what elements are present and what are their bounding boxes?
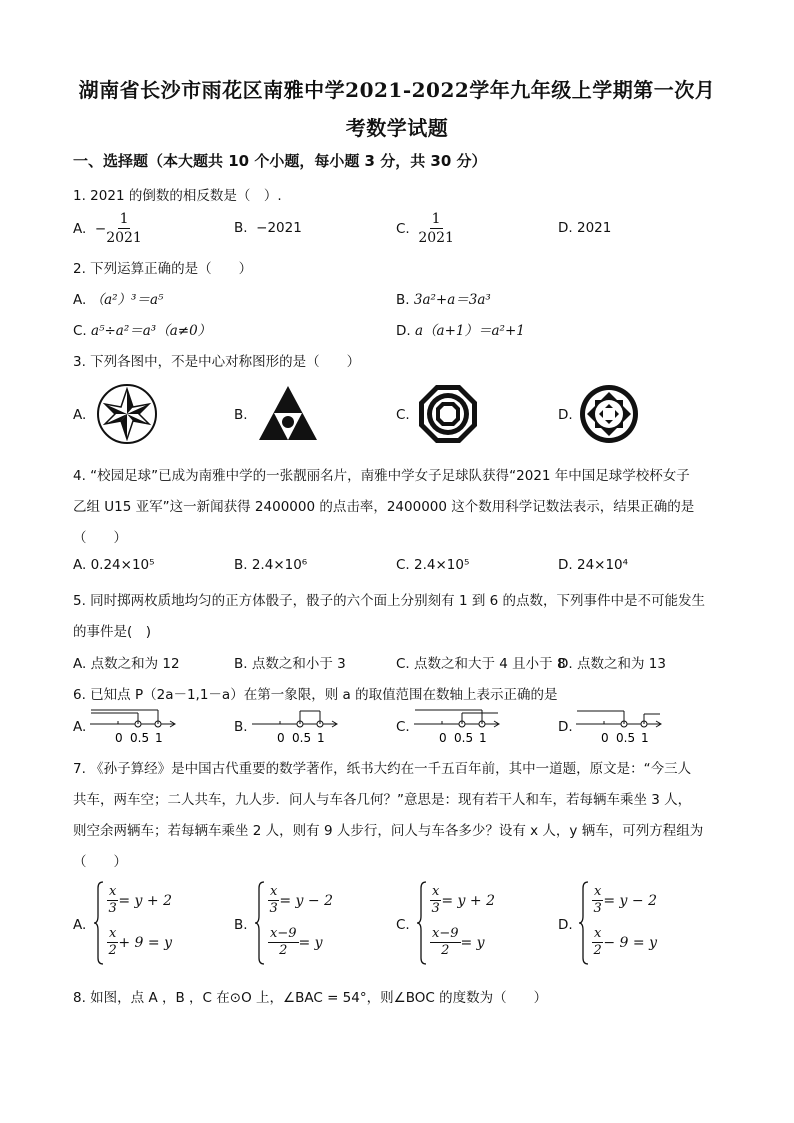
q6-label-d[interactable]: D. [558, 719, 573, 735]
q1-option-c[interactable]: C. $\frac{1}{2021}$ [396, 211, 454, 246]
q3-label-c[interactable]: C. [396, 407, 410, 423]
circle-square-pattern-figure [578, 383, 640, 445]
q6d-tick-1: 1 [641, 731, 649, 745]
q3-label-d[interactable]: D. [558, 407, 573, 423]
q6-label-b[interactable]: B. [234, 719, 248, 735]
q6-number-line-b [250, 706, 342, 746]
q1-stem: 1. 2021 的倒数的相反数是（ ）. [73, 188, 282, 204]
q7-system-a: $\frac{x}{3}$ = y + 2 $\frac{x}{2}$ + 9 = y [93, 880, 203, 966]
q6c-tick-1: 1 [479, 731, 487, 745]
q6-number-line-a [88, 706, 180, 746]
q1-a-fraction: $\frac{1}{2021}$ [106, 211, 142, 246]
q6a-tick-05: 0.5 [130, 731, 150, 745]
q7-label-b[interactable]: B. [234, 917, 248, 933]
q2-stem: 2. 下列运算正确的是（ ） [73, 261, 253, 277]
triforce-triangle-figure [257, 384, 319, 442]
q3-label-a[interactable]: A. [73, 407, 87, 423]
q6b-tick-0: 0 [277, 731, 285, 745]
q2-option-d[interactable]: D. a（a+1）＝a²+1 [396, 323, 525, 339]
q6-number-line-d [574, 706, 666, 746]
q6d-tick-0: 0 [601, 731, 609, 745]
q7-line1: 7. 《孙子算经》是中国古代重要的数学著作，纸书大约在一千五百年前，其中一道题，原文是：“今三人 [73, 761, 692, 777]
q1-c-fraction: $\frac{1}{2021}$ [418, 211, 454, 246]
q5-option-a[interactable]: A. 点数之和为 12 [73, 656, 180, 672]
q1-option-d[interactable]: D. 2021 [558, 220, 612, 236]
q7-label-c[interactable]: C. [396, 917, 410, 933]
q5-option-d[interactable]: D. 点数之和为 13 [558, 656, 666, 672]
q6c-tick-0: 0 [439, 731, 447, 745]
q7-line2: 共车，两车空；二人共车，九人步．问人与车各几何？”意思是：现有若干人和车，若每辆车乘坐 3 人， [73, 792, 692, 808]
concentric-octagon-figure [417, 383, 479, 445]
q7-line4: （ ） [73, 854, 127, 870]
q3-stem: 3. 下列各图中，不是中心对称图形的是（ ） [73, 354, 361, 370]
brace-icon [254, 880, 266, 966]
q2-option-c[interactable]: C. a⁵÷a²＝a³（a≠0） [73, 323, 212, 339]
section-heading: 一、选择题（本大题共 10 个小题，每小题 3 分，共 30 分） [73, 152, 487, 170]
q7-system-b: $\frac{x}{3}$ = y − 2 $\frac{x-9}{2}$ = y [254, 880, 364, 966]
brace-icon [93, 880, 105, 966]
q7-label-d[interactable]: D. [558, 917, 573, 933]
brace-icon [578, 880, 590, 966]
q6b-tick-05: 0.5 [292, 731, 312, 745]
q4-line2: 乙组 U15 亚军”这一新闻获得 2400000 的点击率，2400000 这个数用科学记数法表示，结果正确的是 [73, 499, 695, 515]
q6c-tick-05: 0.5 [454, 731, 474, 745]
brace-icon [416, 880, 428, 966]
q5-option-c[interactable]: C. 点数之和大于 4 且小于 8 [396, 656, 566, 672]
q4-line1: 4. “校园足球”已成为南雅中学的一张靓丽名片，南雅中学女子足球队获得“2021 年中国足球学校杯女子 [73, 468, 690, 484]
q2-option-b[interactable]: B. 3a²+a＝3a³ [396, 292, 491, 308]
q4-option-a[interactable]: A. 0.24×10⁵ [73, 557, 155, 573]
q4-option-d[interactable]: D. 24×10⁴ [558, 557, 629, 573]
q5-line1: 5. 同时掷两枚质地均匀的正方体骰子，骰子的六个面上分别刻有 1 到 6 的点数，下列事件中是不可能发生 [73, 593, 706, 609]
q6a-tick-0: 0 [115, 731, 123, 745]
q8-stem: 8. 如图，点 A ，B ，C 在⊙O 上，∠BAC = 54°，则∠BOC 的度数为（ ） [73, 990, 548, 1006]
exam-title-line2: 考数学试题 [345, 116, 449, 140]
q2-option-a[interactable]: A. （a²）³＝a⁵ [73, 292, 164, 308]
q4-option-c[interactable]: C. 2.4×10⁵ [396, 557, 470, 573]
q6d-tick-05: 0.5 [616, 731, 636, 745]
hexagram-circle-figure [96, 383, 158, 445]
q6a-tick-1: 1 [155, 731, 163, 745]
q7-system-c: $\frac{x}{3}$ = y + 2 $\frac{x-9}{2}$ = y [416, 880, 526, 966]
q7-system-d: $\frac{x}{3}$ = y − 2 $\frac{x}{2}$ − 9 = y [578, 880, 688, 966]
q6b-tick-1: 1 [317, 731, 325, 745]
q6-number-line-c [412, 706, 504, 746]
q3-label-b[interactable]: B. [234, 407, 248, 423]
q1-option-b[interactable]: B. −2021 [234, 220, 302, 236]
q6-label-c[interactable]: C. [396, 719, 410, 735]
q4-line3: （ ） [73, 530, 127, 546]
q6-label-a[interactable]: A. [73, 719, 87, 735]
q4-option-b[interactable]: B. 2.4×10⁶ [234, 557, 308, 573]
q7-label-a[interactable]: A. [73, 917, 87, 933]
q5-option-b[interactable]: B. 点数之和小于 3 [234, 656, 346, 672]
q7-line3: 则空余两辆车；若每辆车乘坐 2 人，则有 9 人步行，问人与车各多少？设有 x 人，y 辆车，可列方程组为 [73, 823, 704, 839]
exam-title-line1: 湖南省长沙市雨花区南雅中学2021-2022学年九年级上学期第一次月 [78, 78, 716, 102]
q1-option-a[interactable]: A. − $\frac{1}{2021}$ [73, 211, 142, 246]
q6-stem: 6. 已知点 P（2a－1,1－a）在第一象限，则 a 的取值范围在数轴上表示正确的是 [73, 687, 558, 703]
q5-line2: 的事件是( ) [73, 624, 152, 640]
